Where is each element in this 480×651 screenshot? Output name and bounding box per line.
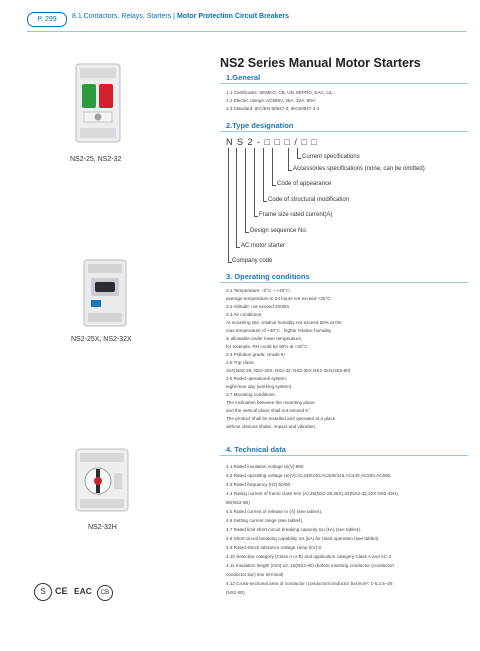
condition-line: average temperature in 24 hours not exceed +35°C	[226, 296, 331, 301]
product-image-ns2-25x	[78, 258, 132, 328]
cb-logo: CB	[97, 585, 113, 601]
designation-label: Frame size rated current(A)	[259, 212, 333, 218]
tech-line: 80(NS2-80)	[226, 500, 250, 505]
general-line: 1.2 Electric ratings: AC690V, 25A, 32A, 80A;	[226, 98, 317, 103]
condition-line: 3.3 Air conditions:	[226, 312, 263, 317]
section-rule	[220, 455, 468, 456]
condition-line: 3.6 Rated operational system:	[226, 376, 288, 381]
condition-line: 3.7 Mounting conditions:	[226, 392, 276, 397]
designation-label: Code of appearance	[277, 181, 332, 187]
section-rule	[220, 131, 468, 132]
section-heading-type-designation: 2.Type designation	[226, 121, 294, 130]
condition-line: 3.2 Altitude: not exceed 2000m	[226, 304, 290, 309]
leader-line	[245, 148, 246, 232]
starter-device-illustration	[68, 62, 128, 144]
leader-line	[297, 148, 298, 158]
section-rule	[220, 282, 468, 283]
leader-line	[254, 148, 255, 216]
breadcrumb-subsection: Motor Protection Circuit Breakers	[176, 13, 289, 20]
tech-line: 4.7 Rated limit short-circuit breaking capacity Icu (kA) (see table4).	[226, 527, 362, 532]
tech-line: 4.10 Selective category (Class A or B) and application category:Class A and AC-3	[226, 554, 392, 559]
leader-line	[288, 170, 292, 171]
tech-line: 4.12 Cross-sectional area of conductor (conductor/conductor bar)mm²: 1-6,2.5~25	[226, 581, 393, 586]
tech-line: 4.2 Rated operating voltage Ue(V):AC230/240,AC400/415,AC440,AC500,AC690.	[226, 473, 392, 478]
condition-line: is allowable under lower temperature,	[226, 336, 303, 341]
designation-label: Company code	[232, 258, 273, 264]
tech-line: 4.1 Rated insulation voltage Ui(V):690	[226, 464, 304, 469]
starter-device-illustration	[70, 445, 134, 515]
product-caption: NS2-25X, NS2-32X	[71, 336, 132, 343]
condition-line: At mounting site, relative humidity not exceed 50% at the	[226, 320, 342, 325]
leader-line	[228, 148, 229, 262]
condition-line: 3.1 Temperature: -5°C ~ +40°C,	[226, 288, 291, 293]
condition-line: The product shall be installed and operated at a place	[226, 416, 336, 421]
designation-label: Accessories specifications (none, can be omitted)	[293, 166, 425, 172]
leader-line	[272, 185, 276, 186]
leader-line	[245, 232, 249, 233]
section-heading-general: 1.General	[226, 73, 261, 82]
leader-line	[263, 201, 267, 202]
leader-line	[236, 247, 240, 248]
section-heading-operating-conditions: 3. Operating conditions	[226, 272, 310, 281]
semko-logo: S	[34, 583, 52, 601]
breadcrumb-section: 8.1 Contactors, Relays, Starters	[72, 13, 172, 20]
tech-line: 4.8 Short circuit breaking capability Ics (kA) for rated operation (see table4).	[226, 536, 380, 541]
condition-line: without obvious shake, impact and vibration.	[226, 424, 317, 429]
designation-label: Design sequence No.	[250, 228, 308, 234]
eac-logo: EAC	[74, 586, 92, 596]
section-rule	[220, 83, 468, 84]
type-designation-code: N S 2 - □ □ □ / □ □	[226, 137, 318, 147]
leader-line	[272, 148, 273, 185]
header-rule	[27, 31, 467, 32]
tech-line: 4.5 Rated current of release In (A) (see table4).	[226, 509, 323, 514]
leader-line	[236, 148, 237, 247]
tech-line: (NS2-80)	[226, 590, 245, 595]
product-caption: NS2-25, NS2-32	[70, 156, 122, 163]
tech-line: conductor bar) into terminal)	[226, 572, 284, 577]
condition-line: The inclination between the mounting plane	[226, 400, 315, 405]
tech-line: 4.9 Rated shock tolerance voltage Uimp (kV):8.	[226, 545, 323, 550]
condition-line: for example, RH could be 90% at +20°C	[226, 344, 308, 349]
condition-line: 3.5 Trip class:	[226, 360, 255, 365]
breadcrumb-divider: |	[173, 13, 175, 20]
general-line: 1.3 Standard: IEC/EN 60947-2, IEC60947-4-1	[226, 106, 320, 111]
breadcrumb	[72, 13, 289, 20]
page-title: NS2 Series Manual Motor Starters	[220, 56, 421, 70]
product-caption: NS2-32H	[88, 524, 117, 531]
section-heading-technical-data: 4. Technical data	[226, 445, 286, 454]
product-image-ns2-32h	[70, 445, 134, 515]
leader-line	[288, 148, 289, 170]
leader-line	[263, 148, 264, 201]
leader-line	[254, 216, 258, 217]
page-number-badge: P. 299	[27, 12, 67, 27]
condition-line: and the vertical plane shall not exceed 5°.	[226, 408, 312, 413]
starter-device-illustration	[78, 258, 132, 328]
condition-line: 3.4 Pollution grade: Grade III	[226, 352, 285, 357]
tech-line: 4.3 Rated frequency (Hz):50/60.	[226, 482, 292, 487]
product-image-ns2-25	[68, 62, 128, 144]
designation-label: Code of structural modification	[268, 197, 350, 203]
general-line: 1.1 Certificates: SEMKO, CB, Ukr SEPRO, EAC, UL;	[226, 90, 334, 95]
designation-label: Current specifications	[302, 154, 360, 160]
designation-label: AC motor starter	[241, 243, 286, 249]
tech-line: 4.11 Insulation length (mm):10, 15(NS2-80) (before inserting conductor (conductor/	[226, 563, 395, 568]
tech-line: 4.4 Rating current of frame class Inm (A):25(NS2-25,25X),32(NS2-32,32X NS2-32H),	[226, 491, 400, 496]
ce-logo: CE	[55, 586, 68, 596]
tech-line: 4.6 Setting current range (see table4).	[226, 518, 304, 523]
condition-line: 10A(NS2-25, NS2-25X, NS2-32, NS2-32X,NS2-32H,NS2-80)	[226, 368, 351, 373]
condition-line: eight-hour day (working system)	[226, 384, 292, 389]
condition-line: max temperature of +40°C , higher relative humidity	[226, 328, 332, 333]
leader-line	[297, 158, 301, 159]
